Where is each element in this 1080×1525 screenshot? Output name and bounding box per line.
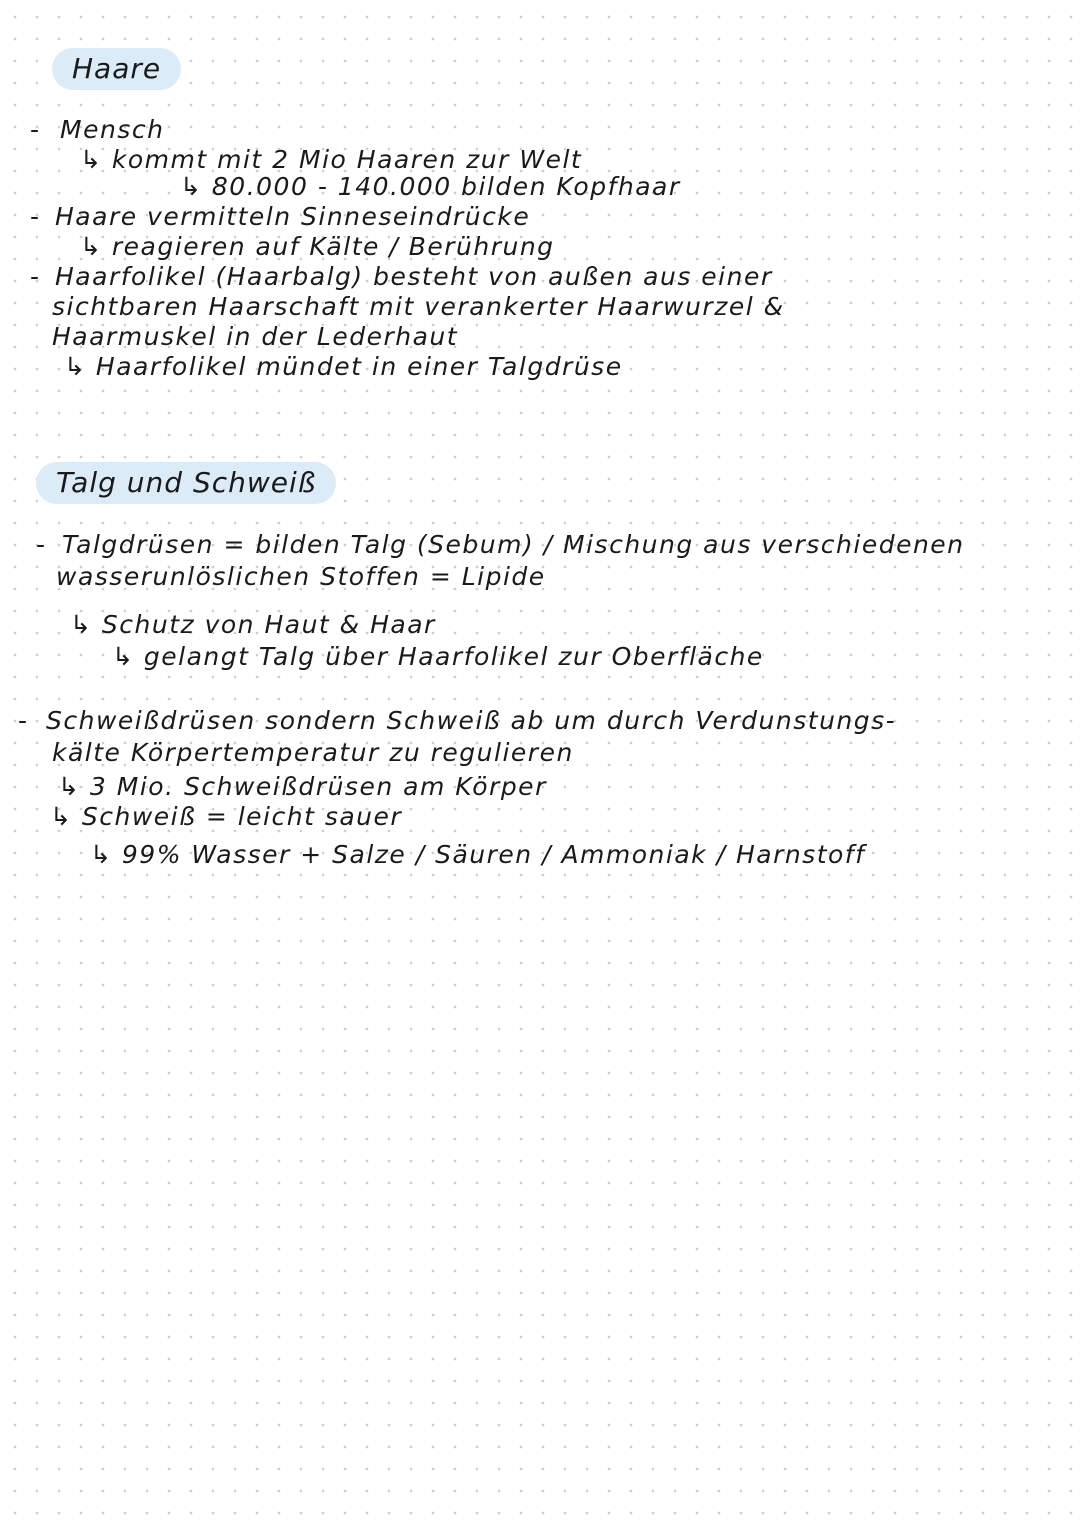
note-line: Haare vermitteln Sinneseindrücke	[55, 202, 531, 231]
note-line: ↳ 80.000 - 140.000 bilden Kopfhaar	[180, 172, 681, 201]
note-line: Mensch	[60, 115, 165, 144]
note-line: ↳ reagieren auf Kälte / Berührung	[80, 232, 555, 261]
bullet-dash: -	[30, 202, 40, 231]
heading-talg-und-schweiss: Talg und Schweiß	[36, 462, 336, 504]
bullet-dash: -	[30, 262, 40, 291]
note-line: ↳ kommt mit 2 Mio Haaren zur Welt	[80, 145, 583, 174]
note-line: Talgdrüsen = bilden Talg (Sebum) / Mischung aus verschiedenen	[62, 530, 965, 559]
note-line: sichtbaren Haarschaft mit verankerter Haarwurzel &	[52, 292, 785, 321]
note-line: wasserunlöslichen Stoffen = Lipide	[56, 562, 546, 591]
note-line: ↳ gelangt Talg über Haarfolikel zur Oberfläche	[112, 642, 764, 671]
note-line: ↳ Haarfolikel mündet in einer Talgdrüse	[64, 352, 623, 381]
bullet-dash: -	[30, 115, 40, 144]
note-line: kälte Körpertemperatur zu regulieren	[52, 738, 574, 767]
note-line: Haarfolikel (Haarbalg) besteht von außen aus einer	[55, 262, 773, 291]
note-line: ↳ 99% Wasser + Salze / Säuren / Ammoniak / Harnstoff	[90, 840, 866, 869]
note-line: ↳ 3 Mio. Schweißdrüsen am Körper	[58, 772, 547, 801]
heading-haare: Haare	[52, 48, 181, 90]
note-line: Haarmuskel in der Lederhaut	[52, 322, 459, 351]
note-line: Schweißdrüsen sondern Schweiß ab um durch Verdunstungs-	[46, 706, 897, 735]
bullet-dash: -	[36, 530, 46, 559]
bullet-dash: -	[18, 706, 28, 735]
note-line: ↳ Schweiß = leicht sauer	[50, 802, 403, 831]
note-line: ↳ Schutz von Haut & Haar	[70, 610, 436, 639]
